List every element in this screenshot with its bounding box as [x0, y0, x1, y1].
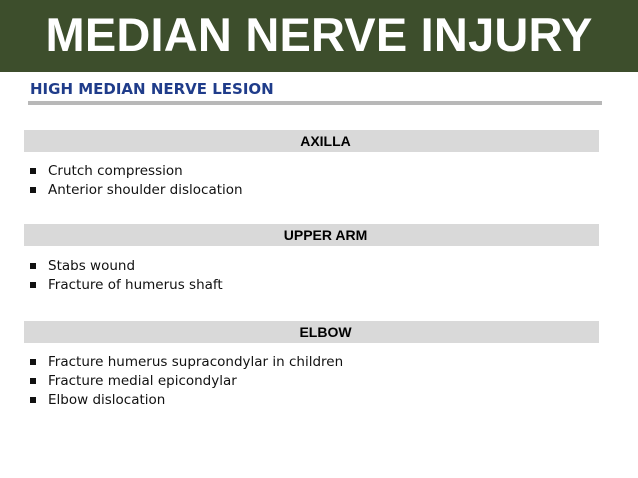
square-bullet-icon	[30, 187, 36, 193]
title-bar	[0, 0, 638, 72]
section-header-label: UPPER ARM	[283, 227, 368, 243]
list-item-text: Fracture of humerus shaft	[48, 277, 223, 293]
square-bullet-icon	[30, 378, 36, 384]
list-item-text: Fracture humerus supracondylar in children	[48, 354, 344, 370]
square-bullet-icon	[30, 263, 36, 269]
list-item-text: Elbow dislocation	[48, 392, 166, 408]
list-item-text: Crutch compression	[48, 163, 183, 179]
subtitle-divider	[28, 101, 602, 105]
section-header-elbow	[24, 321, 599, 343]
square-bullet-icon	[30, 359, 36, 365]
list-item-text: Stabs wound	[48, 258, 136, 274]
list-item-text: Anterior shoulder dislocation	[48, 182, 243, 198]
section-header-label: ELBOW	[299, 324, 352, 340]
square-bullet-icon	[30, 282, 36, 288]
slide-title: MEDIAN NERVE INJURY	[45, 8, 593, 61]
square-bullet-icon	[30, 397, 36, 403]
section-header-label: AXILLA	[300, 133, 351, 149]
section-header-upper-arm	[24, 224, 599, 246]
square-bullet-icon	[30, 168, 36, 174]
slide-subtitle: HIGH MEDIAN NERVE LESION	[30, 80, 274, 98]
list-item-text: Fracture medial epicondylar	[48, 373, 237, 389]
section-header-axilla	[24, 130, 599, 152]
